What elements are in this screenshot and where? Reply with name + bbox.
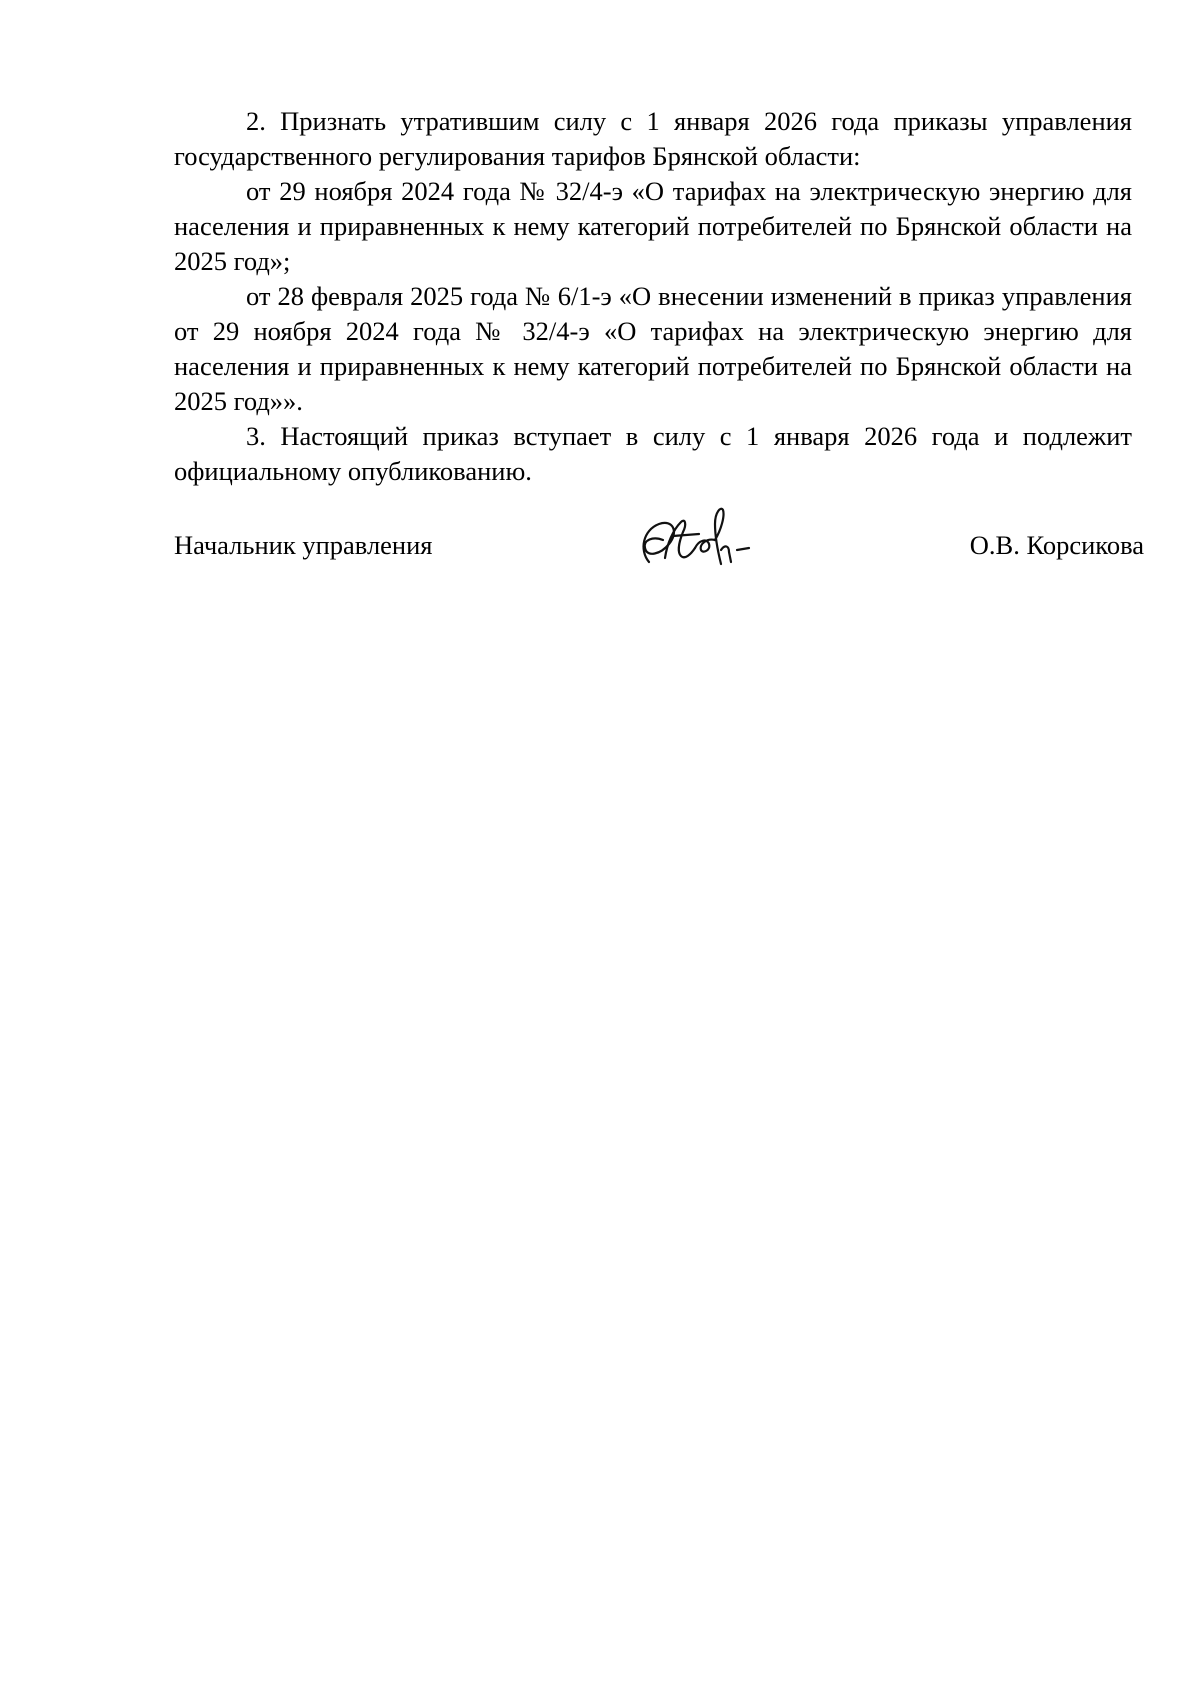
signature-block (174, 500, 1174, 590)
paragraph-repeal-order-32-4: от 29 ноября 2024 года № 32/4-э «О тарифах на электрическую энергию для населения и приравненных к нему категорий потребителей по Брянской области на 2025 год»; (174, 176, 1132, 276)
paragraph-item-3: 3. Настоящий приказ вступает в силу с 1 января 2026 года и подлежит официальному опубликованию. (174, 421, 1132, 486)
document-body (174, 104, 1132, 489)
signatory-name: О.В. Корсикова (969, 530, 1144, 560)
paragraph-repeal-order-6-1: от 28 февраля 2025 года № 6/1-э «О внесении изменений в приказ управления от 29 ноября 2024 года № 32/4-э «О тарифах на электрическую энергию для населения и приравненных к нему категорий потребителей по Брянской области на 2025 год»». (174, 281, 1132, 416)
signatory-position: Начальник управления (174, 530, 433, 560)
paragraph-item-2: 2. Признать утратившим силу с 1 января 2026 года приказы управления государственного регулирования тарифов Брянской области: (174, 106, 1132, 171)
handwritten-signature (629, 500, 769, 580)
